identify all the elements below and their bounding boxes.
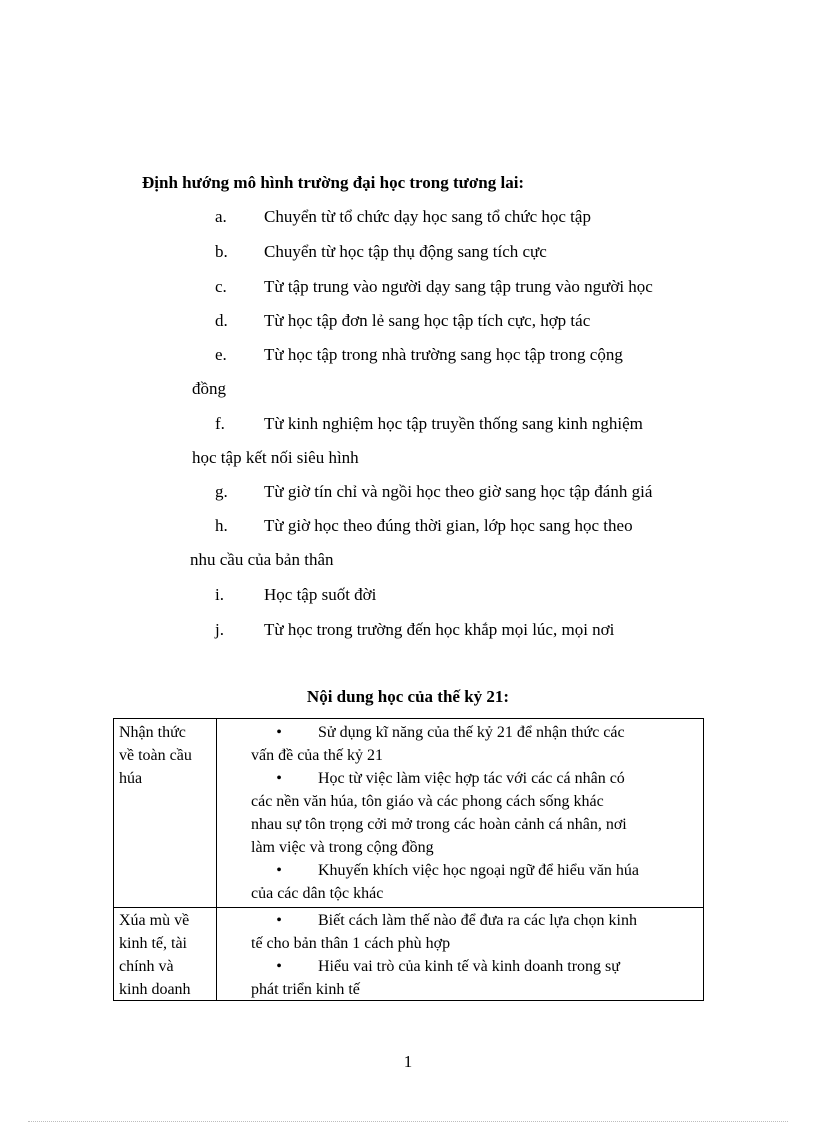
list-item-text: Chuyển từ tổ chức dạy học sang tổ chức học tập xyxy=(264,207,591,226)
bullet-item-line xyxy=(276,859,768,882)
bullet-text: Hiểu vai trò của kinh tế và kinh doanh trong sự xyxy=(318,958,620,975)
list-marker: b. xyxy=(215,242,228,261)
list-marker: j. xyxy=(215,620,224,639)
bullet-text: phát triển kinh tế xyxy=(251,981,360,998)
bullet-icon: • xyxy=(276,724,282,741)
category-line: về toàn cầu xyxy=(119,747,192,764)
list-item-text: Từ giờ tín chỉ và ngồi học theo giờ sang học tập đánh giá xyxy=(264,482,653,501)
list-item-text: Chuyển từ học tập thụ động sang tích cực xyxy=(264,242,547,261)
bullet-icon: • xyxy=(276,862,282,879)
table-row-category xyxy=(119,909,214,1001)
list-marker: c. xyxy=(215,277,227,296)
page-bottom-rule xyxy=(28,1121,788,1122)
bullet-text: tế cho bản thân 1 cách phù hợp xyxy=(251,935,451,952)
bullet-icon: • xyxy=(276,770,282,787)
page-heading: Định hướng mô hình trường đại học trong tương lai: xyxy=(142,173,525,192)
bullet-item-line xyxy=(276,955,768,978)
list-marker: h. xyxy=(215,516,228,535)
category-line: húa xyxy=(119,770,143,787)
list-item-text: Từ tập trung vào người dạy sang tập trung vào người học xyxy=(264,277,653,296)
bullet-text: nhau sự tôn trọng cởi mở trong các hoàn cảnh cá nhân, nơi xyxy=(251,816,627,833)
list-item-text: Từ học tập đơn lẻ sang học tập tích cực, hợp tác xyxy=(264,311,591,330)
table-column-divider xyxy=(216,719,217,1000)
bullet-icon: • xyxy=(276,958,282,975)
section-title: Nội dung học của thế kỷ 21: xyxy=(306,687,510,706)
list-marker: e. xyxy=(215,345,227,364)
list-item-continuation: nhu cầu của bản thân xyxy=(190,550,334,569)
bullet-text: các nền văn húa, tôn giáo và các phong cách sống khác xyxy=(251,793,604,810)
table-row-content xyxy=(251,721,701,905)
category-line: chính và xyxy=(119,958,174,975)
bullet-item-line xyxy=(276,721,768,744)
list-item-text: Từ giờ học theo đúng thời gian, lớp học sang học theo xyxy=(264,516,633,535)
list-marker: a. xyxy=(215,207,227,226)
list-item-continuation: đồng xyxy=(192,379,226,398)
table-row-divider xyxy=(114,907,703,908)
list-item-text: Từ kinh nghiệm học tập truyền thống sang kinh nghiệm xyxy=(264,414,643,433)
bullet-text: vấn đề của thế kỷ 21 xyxy=(251,747,383,764)
category-line: kinh doanh xyxy=(119,981,191,998)
bullet-item-line xyxy=(276,909,768,932)
bullet-item-line xyxy=(276,767,768,790)
list-item-continuation: học tập kết nối siêu hình xyxy=(192,448,359,467)
table-row-category xyxy=(119,721,214,790)
list-marker: i. xyxy=(215,585,224,604)
bullet-text: Sử dụng kĩ năng của thế kỷ 21 để nhận thức các xyxy=(318,724,625,741)
bullet-text: Học từ việc làm việc hợp tác với các cá nhân có xyxy=(318,770,625,787)
list-marker: g. xyxy=(215,482,228,501)
category-line: Xúa mù về xyxy=(119,912,190,929)
list-item-text: Học tập suốt đời xyxy=(264,585,377,604)
bullet-text: Khuyến khích việc học ngoại ngữ để hiểu văn húa xyxy=(318,862,640,879)
page-number: 1 xyxy=(403,1052,413,1071)
bullet-text: Biết cách làm thế nào để đưa ra các lựa chọn kinh xyxy=(318,912,637,929)
category-line: Nhận thức xyxy=(119,724,186,741)
bullet-icon: • xyxy=(276,912,282,929)
content-table xyxy=(113,718,704,1001)
table-row-content xyxy=(251,909,701,1001)
list-item-text: Từ học trong trường đến học khắp mọi lúc, mọi nơi xyxy=(264,620,615,639)
category-line: kinh tế, tài xyxy=(119,935,187,952)
list-marker: f. xyxy=(215,414,225,433)
bullet-text: làm việc và trong cộng đồng xyxy=(251,839,434,856)
list-marker: d. xyxy=(215,311,228,330)
bullet-text: của các dân tộc khác xyxy=(251,885,384,902)
list-item-text: Từ học tập trong nhà trường sang học tập trong cộng xyxy=(264,345,623,364)
